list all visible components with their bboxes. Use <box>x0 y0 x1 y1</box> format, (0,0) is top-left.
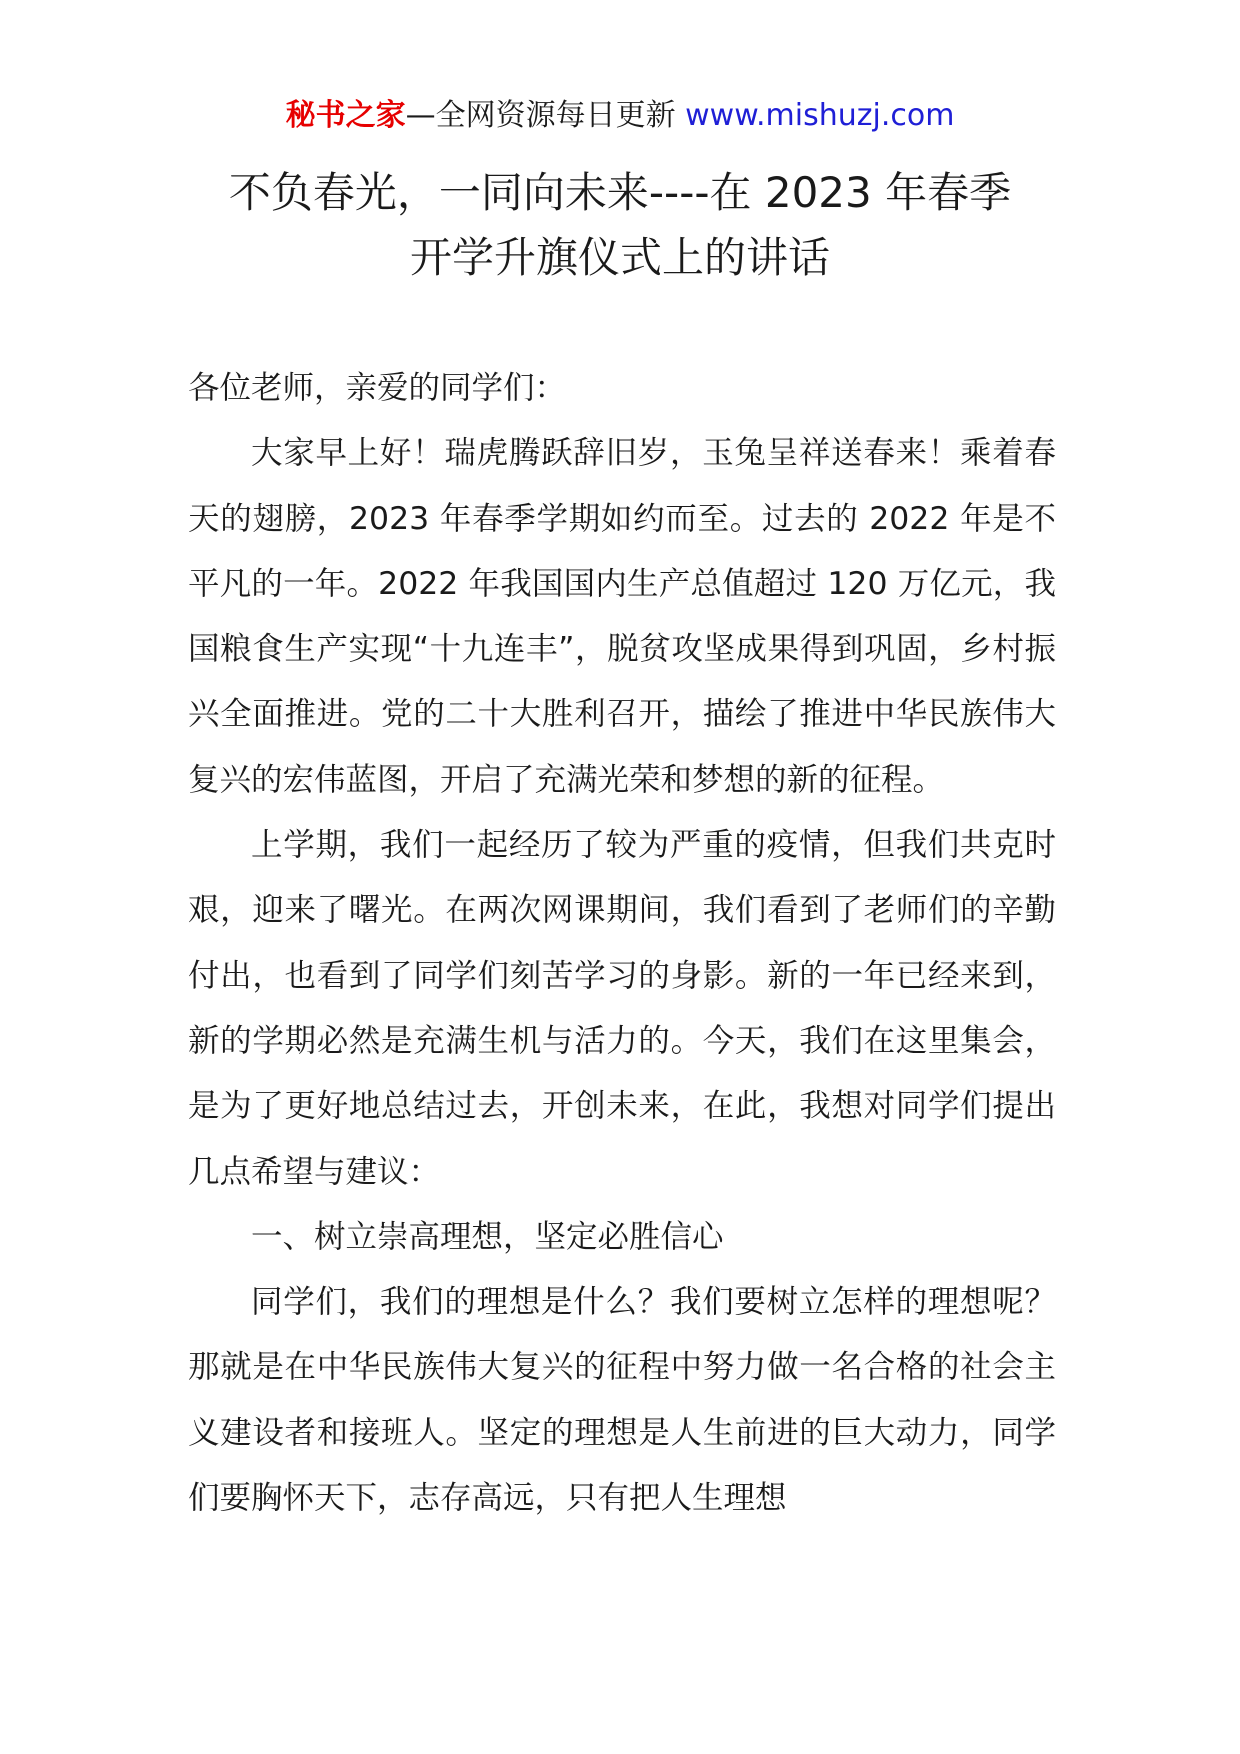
paragraph: 同学们，我们的理想是什么？我们要树立怎样的理想呢？那就是在中华民族伟大复兴的征程中努力做一名合格的社会主义建设者和接班人。坚定的理想是人生前进的巨大动力，同学们要胸怀天下，志存高远，只有把人生理想 <box>188 1284 1056 1517</box>
site-header <box>0 96 1240 136</box>
title-line-2: 开学升旗仪式上的讲话 <box>409 233 830 282</box>
header-tagline: —全网资源每日更新 <box>405 98 686 133</box>
document-title <box>150 160 1090 290</box>
section-heading: 一、树立崇高理想，坚定必胜信心 <box>251 1218 724 1255</box>
document-body <box>188 356 1056 1531</box>
paragraph: 上学期，我们一起经历了较为严重的疫情，但我们共克时艰，迎来了曙光。在两次网课期间，我们看到了老师们的辛勤付出，也看到了同学们刻苦学习的身影。新的一年已经来到，新的学期必然是充满生机与活力的。今天，我们在这里集会，是为了更好地总结过去，开创未来，在此，我想对同学们提出几点希望与建议： <box>188 827 1056 1190</box>
paragraph: 大家早上好！瑞虎腾跃辞旧岁，玉兔呈祥送春来！乘着春天的翅膀，2023 年春季学期如约而至。过去的 2022 年是不平凡的一年。2022 年我国国内生产总值超过 120 万亿元，我国粮食生产实现“十九连丰”，脱贫攻坚成果得到巩固，乡村振兴全面推进。党的二十大胜利召开，描绘了推进中华民族伟大复兴的宏伟蓝图，开启了充满光荣和梦想的新的征程。 <box>188 435 1056 798</box>
title-line-1: 不负春光，一同向未来----在 2023 年春季 <box>228 168 1012 217</box>
brand-name: 秘书之家 <box>285 98 406 133</box>
site-url-link[interactable]: www.mishuzj.com <box>685 98 955 133</box>
salutation: 各位老师，亲爱的同学们： <box>188 370 567 406</box>
